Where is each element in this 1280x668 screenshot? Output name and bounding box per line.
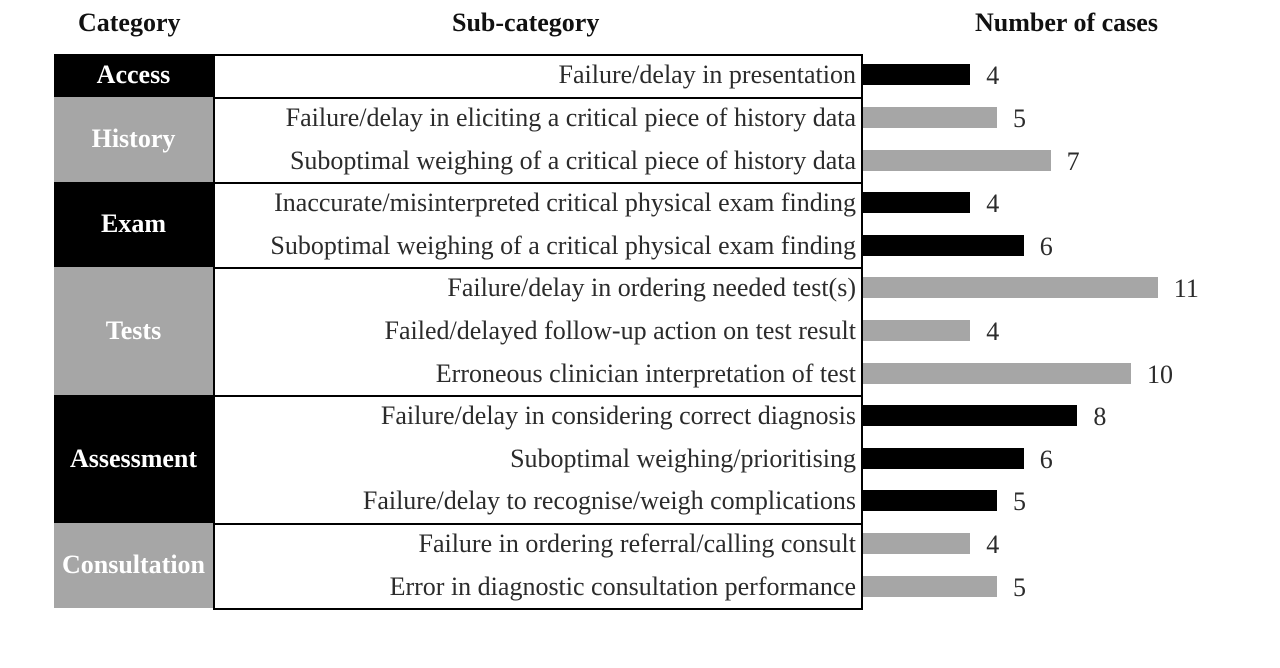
case-bar [863, 490, 997, 511]
case-value-label: 5 [1013, 487, 1026, 517]
cases-header: Number of cases [975, 8, 1158, 37]
subcategory-label: Failure/delay in considering correct diagnosis [380, 401, 856, 431]
subcategory-label: Suboptimal weighing of a critical physical exam finding [270, 230, 856, 260]
case-bar [863, 107, 997, 128]
category-exam: Exam [54, 182, 213, 267]
case-bar [863, 277, 1158, 298]
case-bar [863, 150, 1051, 171]
case-value-label: 10 [1147, 359, 1173, 389]
case-bar [863, 320, 970, 341]
subcategory-label: Inaccurate/misinterpreted critical physical exam finding [274, 188, 856, 218]
category-history: History [54, 97, 213, 182]
subcategory-label: Error in diagnostic consultation performance [389, 571, 856, 601]
subcategory-label: Erroneous clinician interpretation of test [435, 358, 856, 388]
category-assessment: Assessment [54, 395, 213, 523]
case-value-label: 6 [1039, 231, 1053, 261]
subcategory-label: Failed/delayed follow-up action on test result [384, 315, 856, 345]
case-bar [863, 448, 1024, 469]
category-tests: Tests [54, 267, 213, 395]
case-bar [863, 405, 1077, 426]
case-bar [863, 192, 970, 213]
subcategory-label: Suboptimal weighing/prioritising [510, 443, 856, 473]
case-bar [863, 533, 970, 554]
subcategory-header: Sub-category [452, 8, 600, 37]
case-value-label: 7 [1066, 146, 1080, 176]
case-value-label: 4 [986, 316, 1000, 346]
subcategory-label: Suboptimal weighing of a critical piece of history data [289, 145, 856, 175]
case-value-label: 4 [986, 61, 1000, 91]
category-consultation: Consultation [54, 523, 213, 608]
subcategory-label: Failure/delay to recognise/weigh complications [362, 486, 856, 516]
case-bar [863, 363, 1131, 384]
case-value-label: 4 [986, 189, 1000, 219]
subcategory-label: Failure/delay in ordering needed test(s) [447, 273, 856, 303]
case-value-label: 6 [1039, 444, 1053, 474]
case-value-label: 5 [1013, 103, 1026, 133]
case-value-label: 4 [986, 529, 1000, 559]
subcategory-label: Failure/delay in presentation [558, 60, 856, 90]
case-bar [863, 235, 1024, 256]
category-access: Access [54, 54, 213, 97]
case-bar [863, 576, 997, 597]
category-header: Category [78, 8, 181, 37]
case-value-label: 5 [1013, 572, 1026, 602]
subcategory-label: Failure in ordering referral/calling consult [418, 528, 856, 558]
subcategory-label: Failure/delay in eliciting a critical piece of history data [285, 102, 856, 132]
case-value-label: 11 [1173, 274, 1199, 304]
case-bar [863, 64, 970, 85]
case-value-label: 8 [1093, 402, 1107, 432]
